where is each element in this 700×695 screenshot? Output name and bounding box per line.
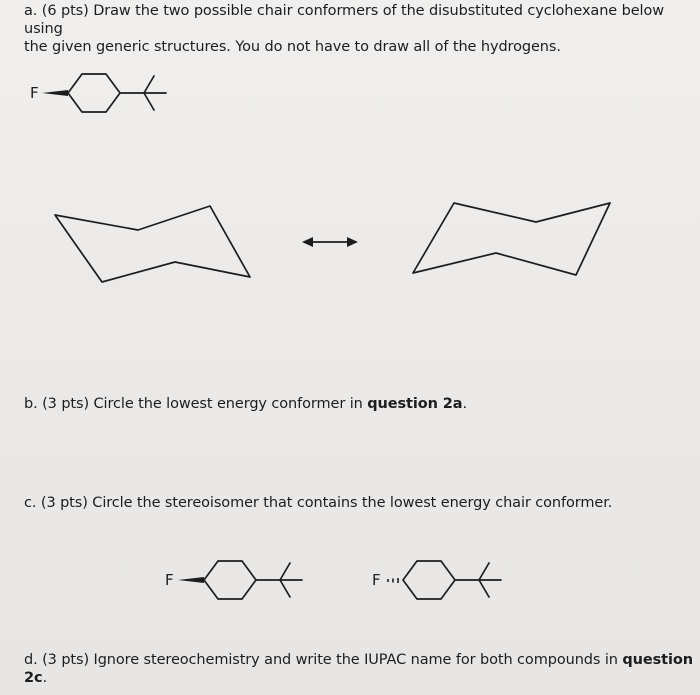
fluorine-label: F bbox=[30, 84, 39, 102]
tbutyl-methyl-2 bbox=[280, 563, 290, 580]
chair-conformer-1 bbox=[50, 200, 260, 285]
chair-ring-1 bbox=[55, 206, 250, 282]
question-d-reference: question 2c bbox=[24, 652, 693, 686]
wedge-fluorine-label: F bbox=[165, 571, 174, 589]
chair-ring-2 bbox=[413, 203, 610, 275]
cyclohexane-ring bbox=[403, 561, 455, 599]
question-d-text: d. (3 pts) Ignore stereochemistry and write the IUPAC name for both compounds in bbox=[24, 652, 623, 668]
fluorine-wedge-bond bbox=[42, 90, 68, 96]
tbutyl-methyl-3 bbox=[144, 93, 154, 110]
question-d: d. (3 pts) Ignore stereochemistry and write the IUPAC name for both compounds in question 2c. bbox=[24, 652, 693, 686]
question-c bbox=[24, 494, 612, 512]
fluorine-wedge-bond bbox=[178, 577, 204, 583]
tbutyl-methyl-3 bbox=[280, 580, 290, 597]
question-b-reference: question 2a bbox=[367, 396, 463, 412]
ring-flip-arrow bbox=[300, 232, 360, 252]
question-c-text: c. (3 pts) Circle the stereoisomer that contains the lowest energy chair conformer. bbox=[24, 495, 613, 511]
tbutyl-methyl-2 bbox=[144, 76, 154, 93]
tbutyl-methyl-2 bbox=[479, 563, 489, 580]
fluoro-tbutyl-cyclohexane-structure bbox=[26, 66, 176, 116]
hash-fluorine-label: F bbox=[372, 571, 381, 589]
question-a-line1: a. (6 pts) Draw the two possible chair conformers of the disubstituted cyclohexane below using bbox=[24, 3, 665, 37]
chair-conformer-2 bbox=[408, 195, 618, 280]
stereoisomer-hash-structure bbox=[370, 553, 520, 605]
tbutyl-methyl-3 bbox=[479, 580, 489, 597]
cyclohexane-ring bbox=[68, 74, 120, 112]
question-b-text: b. (3 pts) Circle the lowest energy conformer in bbox=[24, 396, 368, 412]
cyclohexane-ring bbox=[204, 561, 256, 599]
question-b: b. (3 pts) Circle the lowest energy conformer in question 2a. bbox=[24, 396, 467, 412]
fluorine-hashed-bond bbox=[388, 578, 398, 583]
stereoisomer-wedge-structure bbox=[163, 553, 313, 605]
question-a-line2: the given generic structures. You do not have to draw all of the hydrogens. bbox=[24, 39, 561, 55]
question-a bbox=[24, 2, 700, 56]
